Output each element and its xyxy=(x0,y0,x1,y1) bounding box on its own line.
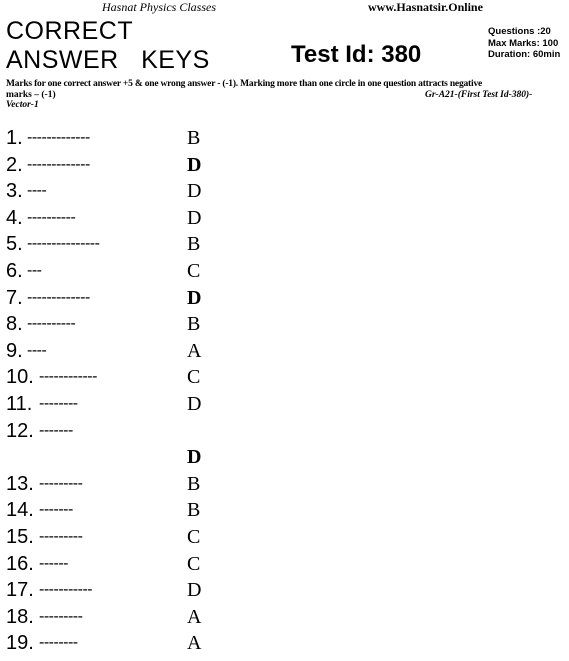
question-number: 1. xyxy=(6,127,23,149)
vector-label: Vector-1 xyxy=(6,100,39,110)
website-url: www.Hasnatsir.Online xyxy=(368,0,483,14)
group-label: Gr-A21-(First Test Id-380)- xyxy=(425,90,533,100)
dash-leader: ---- xyxy=(27,182,47,200)
answer-letter: A xyxy=(187,339,202,362)
answer-letter: D xyxy=(187,446,202,469)
question-number: 4. xyxy=(6,206,23,229)
dash-leader: ---------- xyxy=(27,208,76,226)
dash-leader: ----------- xyxy=(39,581,93,599)
dash-leader: --------- xyxy=(39,528,83,545)
question-number: 8. xyxy=(6,313,23,336)
answer-row xyxy=(6,126,236,152)
answer-row xyxy=(6,206,236,232)
dash-leader: --------- xyxy=(39,607,83,625)
question-number: 5. xyxy=(6,233,23,256)
marking-scheme-line-2: marks – (-1) xyxy=(6,90,56,100)
answer-row xyxy=(6,365,236,391)
question-number: 15. xyxy=(6,526,34,548)
answer-row xyxy=(6,259,236,285)
question-number: 13. xyxy=(6,472,34,495)
marking-scheme-line-1: Marks for one correct answer +5 & one wrong answer - (-1). Marking more than one circle in one question attracts negative xyxy=(6,79,483,89)
question-number: 19. xyxy=(6,632,34,655)
test-id: Test Id: 380 xyxy=(291,41,422,68)
questions-count: Questions :20 xyxy=(488,26,551,37)
answer-letter: C xyxy=(187,260,201,282)
question-number: 10. xyxy=(6,366,34,389)
dash-leader: ------ xyxy=(39,554,68,572)
dash-leader: --------------- xyxy=(27,235,100,253)
answer-row xyxy=(6,153,236,179)
answer-letter: C xyxy=(187,552,201,575)
dash-leader: ---- xyxy=(27,341,47,359)
dash-leader: ---------- xyxy=(27,315,76,333)
answer-row xyxy=(6,498,236,524)
answer-letter: A xyxy=(187,632,202,655)
answer-letter: B xyxy=(187,313,201,336)
answer-row xyxy=(6,605,236,631)
dash-leader: -------- xyxy=(39,634,78,652)
answer-row xyxy=(6,578,236,604)
dash-leader: ------------- xyxy=(27,155,90,173)
answer-letter: A xyxy=(187,605,202,628)
question-number: 2. xyxy=(6,153,23,176)
answer-letter: C xyxy=(187,366,201,389)
answer-row xyxy=(6,472,236,498)
institute-name: Hasnat Physics Classes xyxy=(102,0,216,14)
dash-leader: ------------- xyxy=(27,129,90,146)
question-number: 3. xyxy=(6,180,23,203)
dash-leader: --- xyxy=(27,262,42,279)
answer-letter: D xyxy=(187,180,202,203)
answer-row xyxy=(6,179,236,205)
answer-row xyxy=(6,392,236,418)
dash-leader: -------- xyxy=(39,395,78,412)
max-marks: Max Marks: 100 xyxy=(488,38,559,49)
duration: Duration: 60min xyxy=(488,49,561,60)
answer-row xyxy=(6,552,236,578)
answer-letter: B xyxy=(187,499,201,522)
answer-letter: B xyxy=(187,472,201,495)
answer-row xyxy=(6,525,236,551)
dash-leader: ------------- xyxy=(27,288,90,306)
answer-row xyxy=(6,419,236,445)
answer-letter: D xyxy=(187,393,202,415)
answer-row xyxy=(6,631,236,657)
title-line-2: ANSWER KEYS xyxy=(6,46,210,74)
question-number: 6. xyxy=(6,260,23,282)
question-number: 17. xyxy=(6,579,34,602)
question-number: 12. xyxy=(6,419,34,442)
title-line-1: CORRECT xyxy=(6,17,134,45)
dash-leader: ------- xyxy=(39,421,73,439)
question-number: 16. xyxy=(6,552,34,575)
question-number: 9. xyxy=(6,339,23,362)
answer-letter: C xyxy=(187,526,201,548)
answer-row xyxy=(6,312,236,338)
answer-letter: D xyxy=(187,153,202,176)
answer-letter: D xyxy=(187,286,202,309)
question-number: 7. xyxy=(6,286,23,309)
question-number: 18. xyxy=(6,605,34,628)
dash-leader: ------------ xyxy=(39,368,97,386)
answer-letter: B xyxy=(187,233,201,256)
answer-row xyxy=(6,339,236,365)
answer-letter: D xyxy=(187,206,202,229)
answer-letter: B xyxy=(187,127,201,149)
dash-leader: ------- xyxy=(39,501,73,519)
dash-leader: --------- xyxy=(39,474,83,492)
question-number: 11. xyxy=(6,393,33,415)
answer-row xyxy=(6,286,236,312)
answer-letter: D xyxy=(187,579,202,602)
answer-row xyxy=(6,232,236,258)
answer-row xyxy=(6,445,236,471)
question-number: 14. xyxy=(6,499,34,522)
